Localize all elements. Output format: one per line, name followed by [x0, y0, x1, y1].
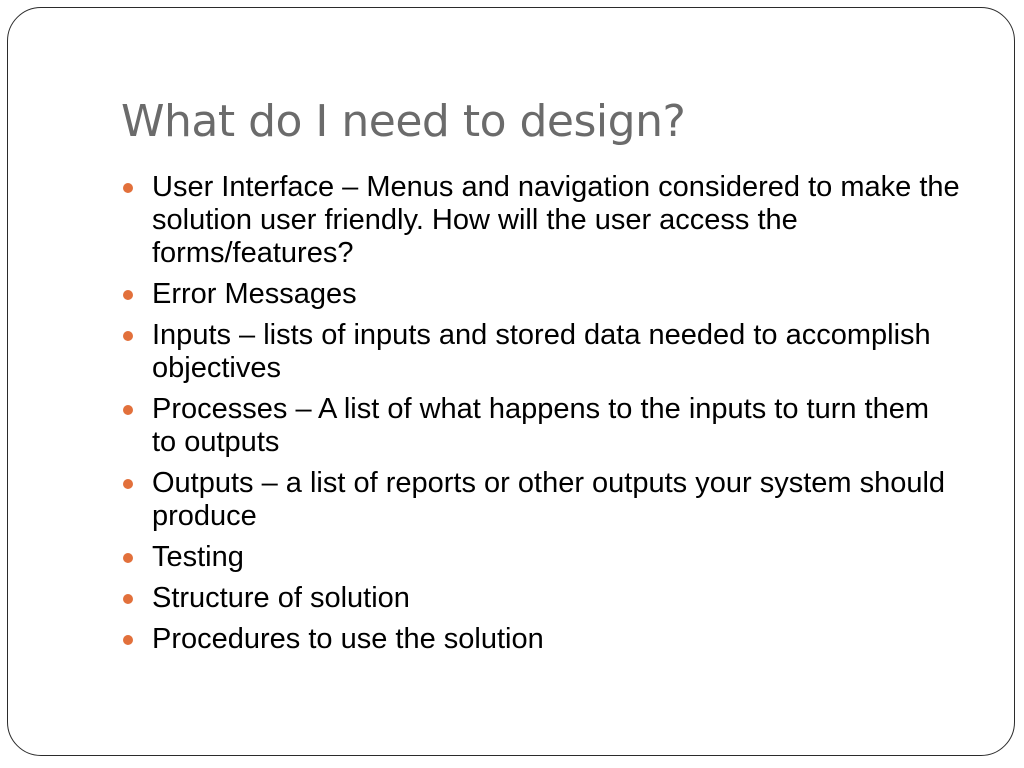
bullet-dot-icon	[123, 479, 133, 489]
bullet-text: Structure of solution	[152, 582, 410, 614]
bullet-item	[121, 393, 961, 459]
bullet-item	[121, 541, 961, 574]
bullet-dot-icon	[123, 290, 133, 300]
bullet-text: Processes – A list of what happens to the inputs to turn them to outputs	[152, 393, 930, 458]
bullet-item	[121, 278, 961, 311]
bullet-item	[121, 171, 961, 270]
bullet-dot-icon	[123, 635, 133, 645]
bullet-item	[121, 319, 961, 385]
bullet-text: Outputs – a list of reports or other outputs your system should produce	[152, 467, 946, 532]
bullet-text: Error Messages	[152, 278, 357, 310]
bullet-dot-icon	[123, 331, 133, 341]
bullet-dot-icon	[123, 405, 133, 415]
bullet-text: User Interface – Menus and navigation considered to make the solution user friendly. How will the user access the forms/features?	[152, 171, 960, 269]
slide-title: What do I need to design?	[121, 96, 686, 147]
bullet-dot-icon	[123, 553, 133, 563]
bullet-text: Inputs – lists of inputs and stored data needed to accomplish objectives	[152, 319, 931, 384]
bullet-dot-icon	[123, 183, 133, 193]
bullet-item	[121, 623, 961, 656]
bullet-item	[121, 467, 961, 533]
bullet-text: Procedures to use the solution	[152, 623, 544, 655]
bullet-text: Testing	[152, 541, 244, 573]
bullet-dot-icon	[123, 594, 133, 604]
bullet-list	[121, 171, 961, 664]
slide-frame	[7, 7, 1015, 756]
bullet-item	[121, 582, 961, 615]
